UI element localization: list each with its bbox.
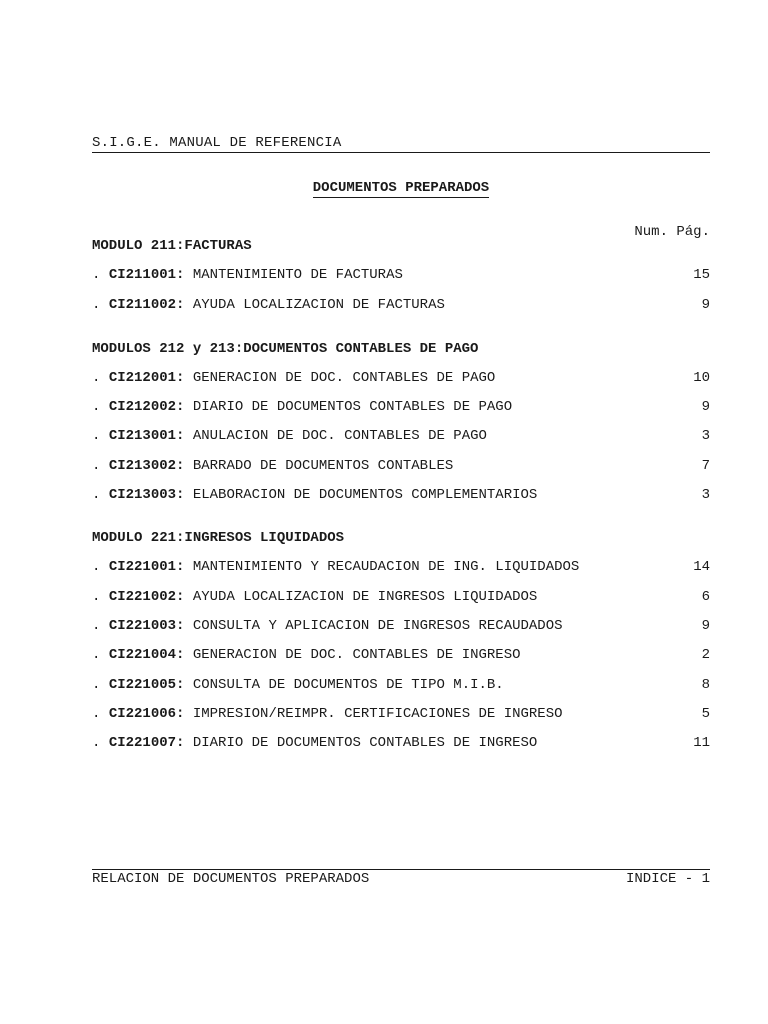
index-entry bbox=[92, 266, 710, 284]
running-header: S.I.G.E. MANUAL DE REFERENCIA bbox=[92, 134, 710, 153]
entry-bullet: . bbox=[92, 677, 101, 693]
running-footer bbox=[92, 869, 710, 888]
entry-page-count: 9 bbox=[701, 618, 710, 634]
entry-page-count: 10 bbox=[693, 370, 710, 386]
entry-code: CI221001: bbox=[108, 559, 185, 575]
entry-bullet: . bbox=[92, 589, 101, 605]
entry-description: AYUDA LOCALIZACION DE FACTURAS bbox=[192, 297, 445, 313]
entry-description: GENERACION DE DOC. CONTABLES DE PAGO bbox=[192, 370, 496, 386]
entry-bullet: . bbox=[92, 370, 101, 386]
entry-page-count: 3 bbox=[701, 487, 710, 503]
footer-page-number: INDICE - 1 bbox=[625, 871, 710, 887]
index-entry bbox=[92, 705, 710, 723]
entry-bullet: . bbox=[92, 428, 101, 444]
entry-bullet: . bbox=[92, 735, 101, 751]
module-heading-221: MODULO 221:INGRESOS LIQUIDADOS bbox=[92, 530, 345, 546]
entry-page-count: 11 bbox=[693, 735, 710, 751]
entry-page-count: 5 bbox=[701, 706, 710, 722]
entry-bullet: . bbox=[92, 559, 101, 575]
entry-code: CI213003: bbox=[108, 487, 185, 503]
index-entry bbox=[92, 617, 710, 635]
index-entry bbox=[92, 676, 710, 694]
index-entry bbox=[92, 427, 710, 445]
entry-code: CI221005: bbox=[108, 677, 185, 693]
entry-bullet: . bbox=[92, 647, 101, 663]
entry-code: CI211001: bbox=[108, 267, 185, 283]
index-entry bbox=[92, 588, 710, 606]
entry-code: CI213002: bbox=[108, 458, 185, 474]
index-entry bbox=[92, 646, 710, 664]
index-entry bbox=[92, 457, 710, 475]
entry-code: CI212001: bbox=[108, 370, 185, 386]
entry-page-count: 6 bbox=[701, 589, 710, 605]
document-title bbox=[92, 179, 710, 197]
entry-page-count: 9 bbox=[701, 399, 710, 415]
entry-code: CI212002: bbox=[108, 399, 185, 415]
entry-code: CI213001: bbox=[108, 428, 185, 444]
entry-page-count: 15 bbox=[693, 267, 710, 283]
page-column-label: Num. Pág. bbox=[634, 224, 710, 240]
index-entry bbox=[92, 369, 710, 387]
entry-description: GENERACION DE DOC. CONTABLES DE INGRESO bbox=[192, 647, 521, 663]
index-entry bbox=[92, 486, 710, 504]
index-entry bbox=[92, 296, 710, 314]
entry-bullet: . bbox=[92, 618, 101, 634]
document-page bbox=[92, 0, 710, 1024]
module-heading-211: MODULO 211:FACTURAS bbox=[92, 238, 252, 254]
entry-bullet: . bbox=[92, 297, 101, 313]
entry-code: CI211002: bbox=[108, 297, 185, 313]
entry-bullet: . bbox=[92, 399, 101, 415]
entry-bullet: . bbox=[92, 706, 101, 722]
entry-description: DIARIO DE DOCUMENTOS CONTABLES DE INGRESO bbox=[192, 735, 538, 751]
entry-page-count: 2 bbox=[701, 647, 710, 663]
entry-description: MANTENIMIENTO Y RECAUDACION DE ING. LIQUIDADOS bbox=[192, 559, 580, 575]
entry-description: MANTENIMIENTO DE FACTURAS bbox=[192, 267, 403, 283]
entry-description: CONSULTA Y APLICACION DE INGRESOS RECAUDADOS bbox=[192, 618, 563, 634]
document-title-text: DOCUMENTOS PREPARADOS bbox=[312, 180, 490, 196]
entry-description: BARRADO DE DOCUMENTOS CONTABLES bbox=[192, 458, 454, 474]
entry-description: IMPRESION/REIMPR. CERTIFICACIONES DE INGRESO bbox=[192, 706, 563, 722]
entry-description: CONSULTA DE DOCUMENTOS DE TIPO M.I.B. bbox=[192, 677, 504, 693]
entry-description: DIARIO DE DOCUMENTOS CONTABLES DE PAGO bbox=[192, 399, 513, 415]
entry-description: ANULACION DE DOC. CONTABLES DE PAGO bbox=[192, 428, 487, 444]
entry-page-count: 14 bbox=[693, 559, 710, 575]
entry-code: CI221003: bbox=[108, 618, 185, 634]
entry-code: CI221002: bbox=[108, 589, 185, 605]
footer-section-title: RELACION DE DOCUMENTOS PREPARADOS bbox=[92, 871, 370, 887]
entry-bullet: . bbox=[92, 458, 101, 474]
entry-page-count: 7 bbox=[701, 458, 710, 474]
module-heading-212-213: MODULOS 212 y 213:DOCUMENTOS CONTABLES DE PAGO bbox=[92, 341, 479, 357]
entry-bullet: . bbox=[92, 267, 101, 283]
entry-bullet: . bbox=[92, 487, 101, 503]
entry-code: CI221006: bbox=[108, 706, 185, 722]
entry-code: CI221004: bbox=[108, 647, 185, 663]
entry-code: CI221007: bbox=[108, 735, 185, 751]
index-entry bbox=[92, 398, 710, 416]
index-entry bbox=[92, 734, 710, 752]
entry-page-count: 3 bbox=[701, 428, 710, 444]
index-entry bbox=[92, 558, 710, 576]
entry-page-count: 9 bbox=[701, 297, 710, 313]
entry-description: AYUDA LOCALIZACION DE INGRESOS LIQUIDADOS bbox=[192, 589, 538, 605]
entry-page-count: 8 bbox=[701, 677, 710, 693]
entry-description: ELABORACION DE DOCUMENTOS COMPLEMENTARIOS bbox=[192, 487, 538, 503]
